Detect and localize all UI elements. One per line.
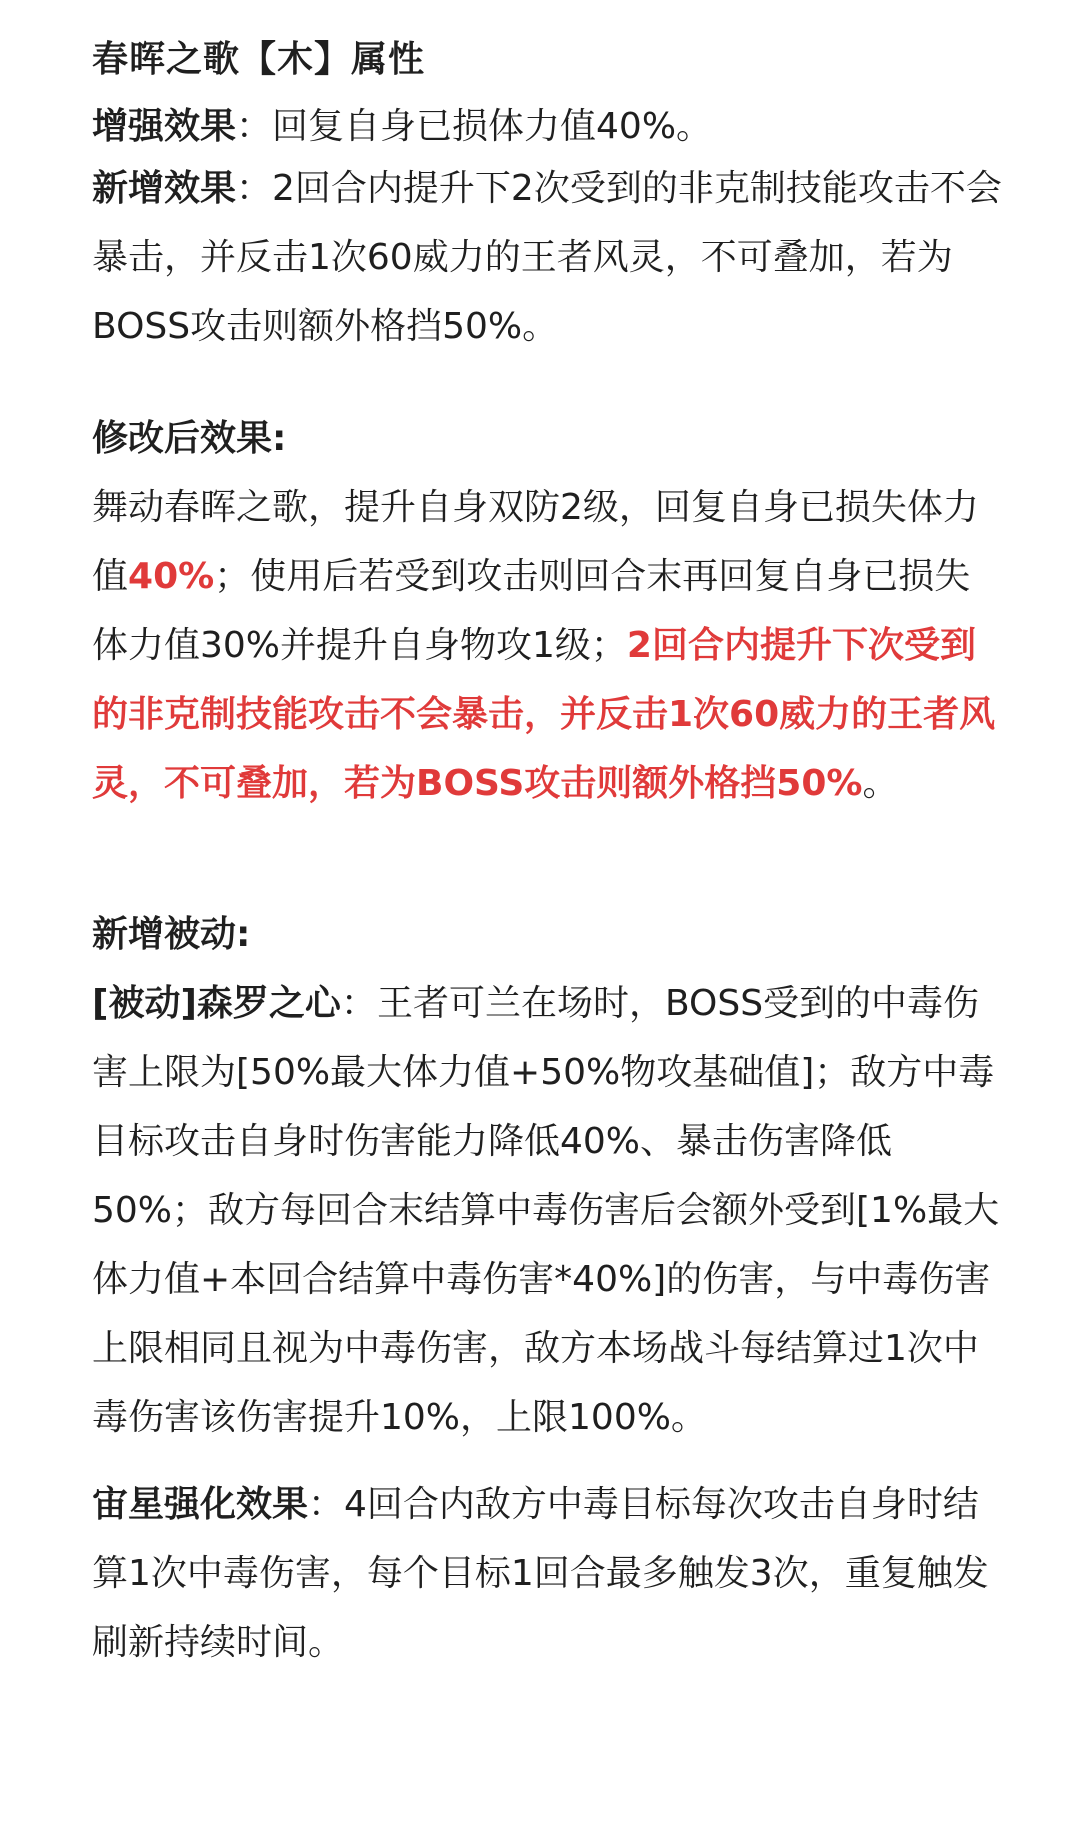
passive-heading: 新增被动: (92, 914, 251, 955)
enhance-label: 增强效果 (92, 106, 237, 147)
page-title: 春晖之歌【木】属性 (92, 39, 426, 80)
new-passive (92, 900, 1002, 1452)
passive-sep: ： (340, 983, 377, 1024)
enhance-sep: ： (236, 106, 273, 147)
new-effect-label: 新增效果 (92, 168, 237, 209)
star-sep: ： (308, 1484, 345, 1525)
new-effect (92, 154, 1002, 361)
modified-effect (92, 404, 1002, 818)
modified-red-1: 40% (128, 556, 215, 597)
enhance-effect (92, 92, 1002, 161)
modified-text-3: 。 (862, 763, 899, 804)
passive-label: [被动]森罗之心 (92, 983, 341, 1024)
star-text: 4回合内敌方中毒目标每次攻击自身时结算1次中毒伤害，每个目标1回合最多触发3次，重复触发刷新持续时间。 (92, 1484, 989, 1663)
modified-text-2: ；使用后若受到攻击则回合末再回复自身已损失体力值30%并提升自身物攻1级； (92, 556, 971, 666)
enhance-text: 回复自身已损体力值40%。 (272, 106, 713, 147)
star-effect (92, 1470, 1002, 1677)
modified-heading: 修改后效果: (92, 418, 287, 459)
modified-red-2: 2回合内提升下次受到的非克制技能攻击不会暴击，并反击1次60威力的王者风灵，不可叠加，若为BOSS攻击则额外格挡50% (92, 625, 996, 804)
star-label: 宙星强化效果 (92, 1484, 309, 1525)
modified-text-1: 舞动春晖之歌，提升自身双防2级，回复自身已损失体力值 (92, 487, 979, 597)
new-effect-text: 2回合内提升下2次受到的非克制技能攻击不会暴击，并反击1次60威力的王者风灵，不可叠加，若为BOSS攻击则额外格挡50%。 (92, 168, 1002, 347)
passive-text: 王者可兰在场时，BOSS受到的中毒伤害上限为[50%最大体力值+50%物攻基础值]；敌方中毒目标攻击自身时伤害能力降低40%、暴击伤害降低50%；敌方每回合末结算中毒伤害后会额外受到[1%最大体力值+本回合结算中毒伤害*40%]的伤害，与中毒伤害上限相同且视为中毒伤害，敌方本场战斗每结算过1次中毒伤害该伤害提升10%，上限100%。 (92, 983, 1000, 1438)
new-effect-sep: ： (236, 168, 273, 209)
